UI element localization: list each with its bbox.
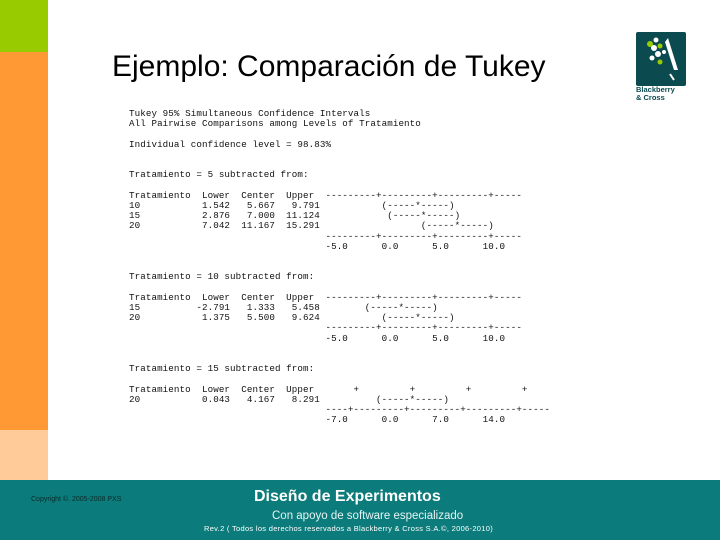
output-line: Tratamiento = 15 subtracted from: [129,363,315,375]
side-bar-orange [0,52,48,430]
output-line: Tratamiento Lower Center Upper + + + + [129,383,528,395]
footer-title: Diseño de Experimentos [254,488,441,505]
output-line: Individual confidence level = 98.83% [129,138,332,150]
output-line: 15 -2.791 1.333 5.458 (-----*-----) [129,302,438,314]
output-line: -7.0 0.0 7.0 14.0 [129,414,506,426]
output-line: 15 2.876 7.000 11.124 (-----*-----) [129,210,461,222]
output-line: 10 1.542 5.667 9.791 (-----*-----) [129,200,455,212]
output-line: -5.0 0.0 5.0 10.0 [129,240,506,252]
output-line: ----+---------+---------+---------+----- [129,404,551,416]
output-line: Tratamiento = 10 subtracted from: [129,271,315,283]
output-line: Tratamiento Lower Center Upper ---------+---------+---------+----- [129,189,522,201]
output-line: Tratamiento = 5 subtracted from: [129,169,309,181]
output-line: 20 7.042 11.167 15.291 (-----*-----) [129,220,494,232]
output-line: -5.0 0.0 5.0 10.0 [129,332,506,344]
output-line: Tratamiento Lower Center Upper ---------+---------+---------+----- [129,291,522,303]
slide-title: Ejemplo: Comparación de Tukey [112,50,546,83]
output-line [129,150,539,160]
logo-line-1: Blackberry [636,85,675,94]
footer-revision: Rev.2 ( Todos los derechos reservados a Blackberry & Cross S.A.©, 2006-2010) [204,524,494,533]
output-line: ---------+---------+---------+----- [129,230,522,242]
logo-line-2: & Cross [636,93,665,102]
output-line: 20 1.375 5.500 9.624 (-----*-----) [129,312,455,324]
output-line: Tukey 95% Simultaneous Confidence Intervals [129,108,371,120]
side-bar-green [0,0,48,52]
footer-subtitle: Con apoyo de software especializado [272,510,464,522]
side-bar-peach [0,430,48,480]
output-line: 20 0.043 4.167 8.291 (-----*-----) [129,393,449,405]
copyright-text: Copyright ©. 2005-2008 PXS [31,496,122,503]
output-line: All Pairwise Comparisons among Levels of Tratamiento [129,118,421,130]
output-line [129,344,539,354]
output-line [129,252,539,262]
tukey-output [129,99,551,461]
output-line: ---------+---------+---------+----- [129,322,522,334]
logo-text [636,86,675,102]
